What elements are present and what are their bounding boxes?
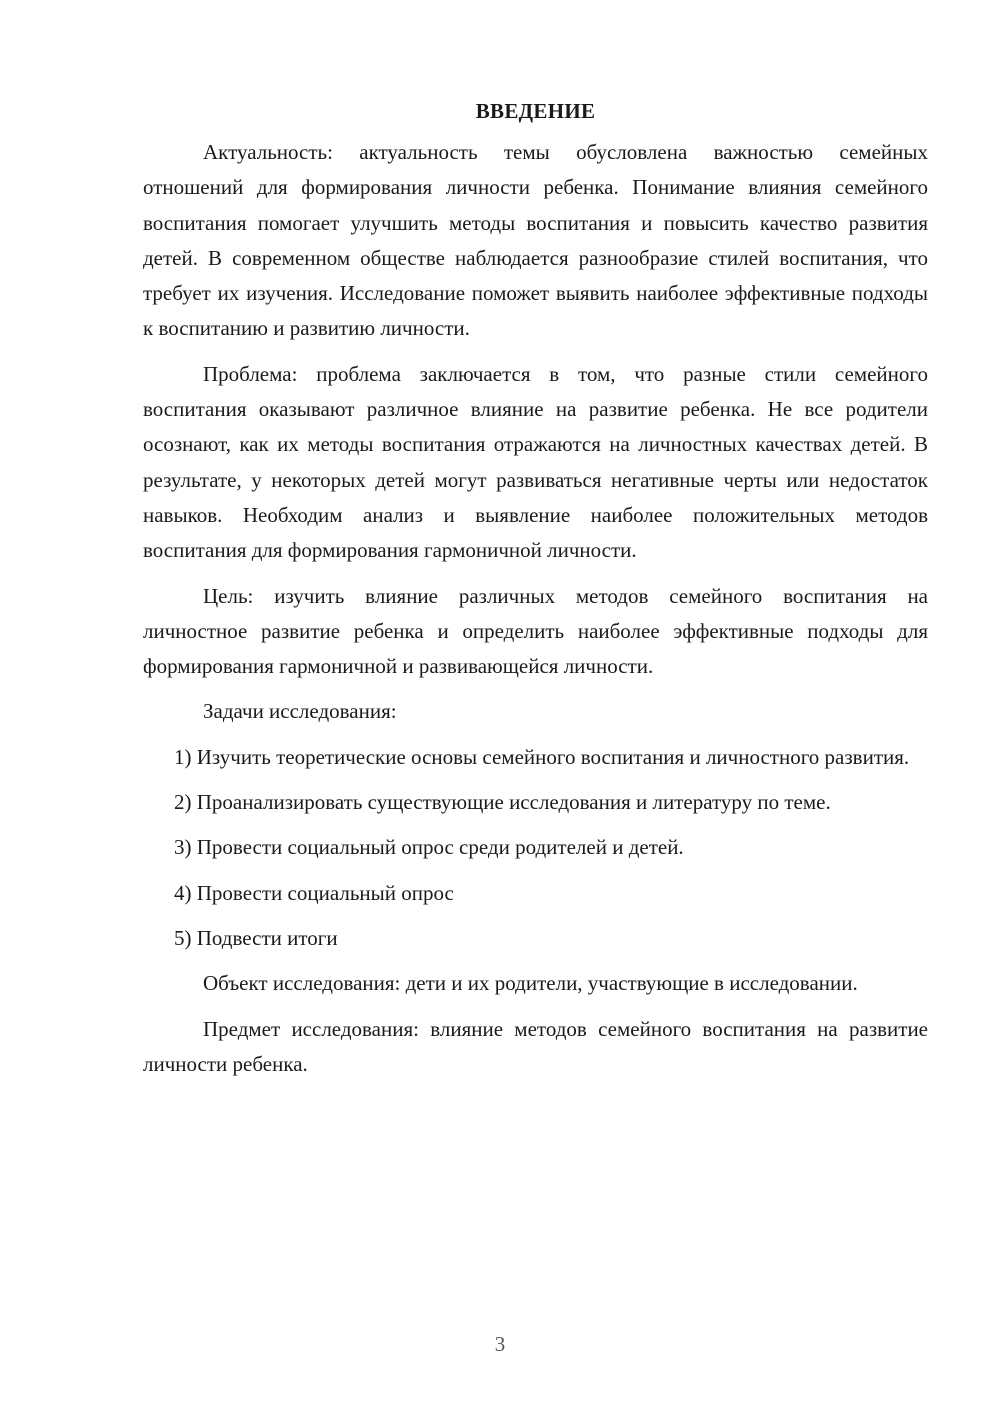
page-number: 3 [494, 1332, 506, 1356]
goal-paragraph: Цель: изучить влияние различных методов семейного воспитания на личностное развитие ребенка и определить наиболее эффективные подходы для формирования гармоничной и развивающейся личности. [143, 583, 928, 679]
task-item-3: 3) Провести социальный опрос среди родителей и детей. [174, 835, 684, 860]
task-item-4: 4) Провести социальный опрос [174, 880, 454, 905]
tasks-heading: Задачи исследования: [203, 699, 397, 724]
task-item-1: 1) Изучить теоретические основы семейного воспитания и личностного развития. [174, 744, 910, 769]
task-item-5: 5) Подвести итоги [174, 925, 338, 950]
task-item-2: 2) Проанализировать существующие исследования и литературу по теме. [174, 790, 831, 815]
relevance-paragraph: Актуальность: актуальность темы обусловлена важностью семейных отношений для формирования личности ребенка. Понимание влияния семейного воспитания помогает улучшить методы воспитания и повысить качество развития детей. В современном обществе наблюдается разнообразие стилей воспитания, что требует их изучения. Исследование поможет выявить наиболее эффективные подходы к воспитанию и развитию личности. [143, 140, 928, 341]
subject-paragraph: Предмет исследования: влияние методов семейного воспитания на развитие личности ребенка. [143, 1016, 928, 1076]
page-title: ВВЕДЕНИЕ [475, 99, 596, 123]
problem-paragraph: Проблема: проблема заключается в том, что разные стили семейного воспитания оказывают различное влияние на развитие ребенка. Не все родители осознают, как их методы воспитания отражаются на личностных качествах детей. В результате, у некоторых детей могут развиваться негативные черты или недостаток навыков. Необходим анализ и выявление наиболее положительных методов воспитания для формирования гармоничной личности. [143, 361, 928, 563]
object-paragraph: Объект исследования: дети и их родители, участвующие в исследовании. [203, 971, 858, 996]
document-page [143, 94, 928, 1082]
